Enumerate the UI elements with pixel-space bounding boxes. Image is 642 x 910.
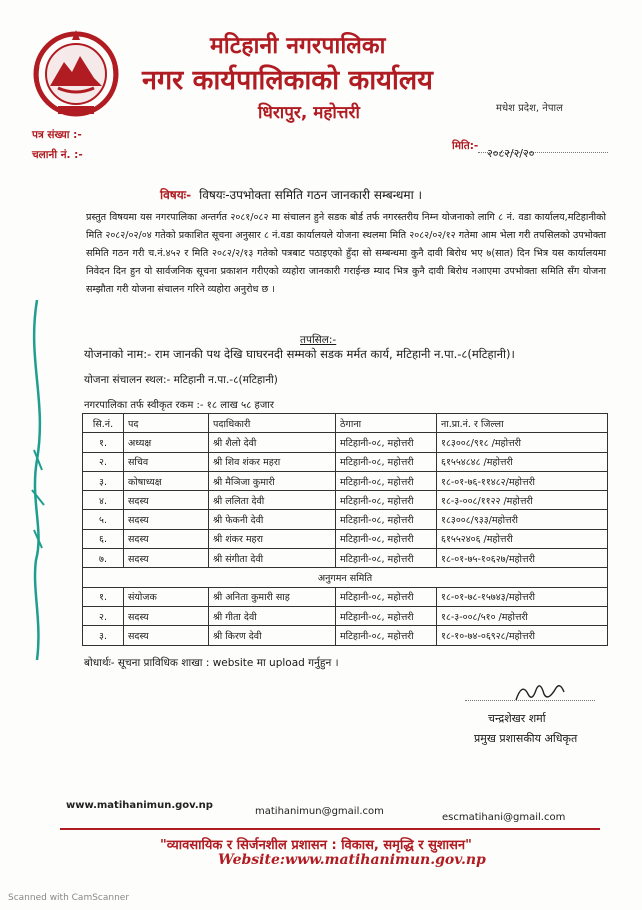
date-value: २०८२/२/२० [487, 147, 535, 160]
table-cell: ६. [83, 529, 124, 548]
table-cell: ७. [83, 549, 124, 568]
table-cell: श्री गीता देवी [209, 606, 336, 625]
footer-email-1[interactable]: matihanimun@gmail.com [255, 806, 384, 817]
footer-website-line[interactable]: Website:www.matihanimun.gov.np [218, 852, 486, 868]
scanner-watermark: Scanned with CamScanner [8, 893, 130, 903]
table-cell: १८३००८/९३३/महोत्तरी [437, 510, 608, 529]
table-cell: अध्यक्ष [124, 433, 209, 452]
table-cell: ५. [83, 510, 124, 529]
table-row [83, 471, 608, 490]
table-cell: श्री शंकर महरा [209, 529, 336, 548]
monitoring-rows [83, 587, 608, 645]
date-label: मिति:- [452, 140, 479, 152]
table-row [83, 549, 608, 568]
table-cell: २. [83, 606, 124, 625]
subject-line [160, 186, 422, 203]
table-cell: ३. [83, 626, 124, 645]
table-cell: सदस्य [124, 549, 209, 568]
table-cell: ६१५५४८४८ /महोत्तरी [437, 452, 608, 471]
notice-line: बोधार्थः- सूचना प्राविधिक शाखा : website मा upload गर्नुहुन । [84, 657, 339, 669]
table-row [83, 606, 608, 625]
table-header: ना.प्रा.नं. र जिल्ला [437, 414, 608, 433]
table-row [83, 626, 608, 645]
org-name: मटिहानी नगरपालिका [210, 33, 386, 59]
table-header: पदाधिकारी [209, 414, 336, 433]
committee-rows [83, 433, 608, 568]
project-name: योजनाको नाम:- राम जानकी पथ देखि घाघरनदी सम्मको सडक मर्मत कार्य, मटिहानी न.पा.-८(मटिहानी)। [84, 347, 515, 361]
table-cell: ४. [83, 491, 124, 510]
table-cell: मटिहानी-०८, महोत्तरी [336, 626, 437, 645]
signer-name: चन्द्रशेखर शर्मा [488, 712, 546, 725]
table-cell: १. [83, 587, 124, 606]
committee-table [82, 413, 608, 646]
table-cell: श्री संगीता देवी [209, 549, 336, 568]
table-cell: १८-०१-७८-१५७४३/महोत्तरी [437, 587, 608, 606]
subject-label: विषयः- [160, 188, 192, 202]
table-row [83, 510, 608, 529]
table-cell: मटिहानी-०८, महोत्तरी [336, 529, 437, 548]
table-row [83, 529, 608, 548]
table-cell: श्री अनिता कुमारी साह [209, 587, 336, 606]
table-row [83, 491, 608, 510]
table-cell: मटिहानी-०८, महोत्तरी [336, 587, 437, 606]
table-cell: १८-०१-७५-१०६२७/महोत्तरी [437, 549, 608, 568]
table-cell: सदस्य [124, 491, 209, 510]
table-cell: संयोजक [124, 587, 209, 606]
office-location: धिरापुर, महोत्तरी [258, 103, 360, 123]
table-row [83, 587, 608, 606]
table-cell: १८-०१-७६-११४८२/महोत्तरी [437, 471, 608, 490]
section-row [83, 568, 608, 587]
subject-text: विषयः-उपभोक्ता समिति गठन जानकारी सम्बन्धमा । [199, 188, 423, 202]
project-site: योजना संचालन स्थल:- मटिहानी न.पा.-८(मटिहानी) [84, 374, 278, 386]
table-cell: श्री ललिता देवी [209, 491, 336, 510]
table-cell: १. [83, 433, 124, 452]
signature-icon [512, 676, 568, 706]
signer-title: प्रमुख प्रशासकीय अधिकृत [474, 732, 578, 745]
section-title: अनुगमन समिति [83, 568, 608, 587]
table-cell: सचिव [124, 452, 209, 471]
table-cell: सदस्य [124, 626, 209, 645]
table-cell: ६१५५२४०६ /महोत्तरी [437, 529, 608, 548]
table-cell: मटिहानी-०८, महोत्तरी [336, 471, 437, 490]
tapsil-heading: तपसिल:- [300, 334, 337, 346]
table-cell: श्री शिव शंकर महरा [209, 452, 336, 471]
table-header: सि.नं. [83, 414, 124, 433]
letter-no-label: पत्र संख्या :- [32, 129, 82, 141]
table-cell: १८३००८/९१८ /महोत्तरी [437, 433, 608, 452]
office-name: नगर कार्यपालिकाको कार्यालय [142, 65, 433, 96]
signature-dotted-line [465, 700, 595, 701]
body-paragraph: प्रस्तुत विषयमा यस नगरपालिका अन्तर्गत २०८१/०८२ मा संचालन हुने सडक बोर्ड तर्फ नगरस्तरीय निम्न योजनाको लागि ८ नं. वडा कार्यालय,मटिहानीको मिति २०८२/०२/०४ गतेको प्रकाशित सूचना अनुसार ८ नं.वडा कार्यालयले योजना स्थलमा मिति २०८२/०२/१२ गतेमा आम भेला गरी तपसिलको उपभोक्ता समिति गठन गरी च.नं.४५२ र मिति २०८२/२/१३ गतेको पत्रबाट पठाइएको हुँदा सो सम्बन्धमा कुनै दावी बिरोध भए ७(सात) दिन भित्र यस कार्यालयमा निवेदन दिन हुन यो सार्वजनिक सूचना प्रकाशन गरीएको व्यहोरा जानकारी गराईन्छ म्याद भित्र कुनै दावी बिरोध नआएमा उपभोक्ता समिति सँग योजना सम्झौता गरी योजना संचालन गरिने व्यहोरा अनुरोध छ । [86, 212, 606, 295]
province-label: मधेश प्रदेश, नेपाल [496, 103, 563, 114]
table-cell: ३. [83, 471, 124, 490]
footer-website[interactable]: www.matihanimun.gov.np [66, 800, 213, 811]
table-cell: १८-३-००८/५१० /महोत्तरी [437, 606, 608, 625]
footer-slogan: "व्यावसायिक र सिर्जनशील प्रशासन : विकास, समृद्धि र सुशासन" [160, 838, 472, 853]
dispatch-no-label: चलानी नं. :- [32, 149, 83, 161]
table-cell: मटिहानी-०८, महोत्तरी [336, 510, 437, 529]
approved-amount: नगरपालिका तर्फ स्वीकृत रकम :- १८ लाख ५८ हजार [84, 400, 274, 411]
table-cell: मटिहानी-०८, महोत्तरी [336, 452, 437, 471]
table-cell: मटिहानी-०८, महोत्तरी [336, 606, 437, 625]
table-row [83, 433, 608, 452]
table-cell: १८-१०-७४-०६९२८/महोत्तरी [437, 626, 608, 645]
table-cell: सदस्य [124, 606, 209, 625]
footer-email-2[interactable]: escmatihani@gmail.com [442, 812, 566, 823]
binding-thread-icon [22, 300, 52, 660]
table-cell: श्री किरण देवी [209, 626, 336, 645]
table-cell: मटिहानी-०८, महोत्तरी [336, 491, 437, 510]
footer-divider [60, 828, 600, 830]
table-header-row [83, 414, 608, 433]
nepal-emblem-icon [28, 26, 124, 118]
table-cell: सदस्य [124, 510, 209, 529]
table-header: ठेगाना [336, 414, 437, 433]
table-cell: कोषाध्यक्ष [124, 471, 209, 490]
table-cell: १८-३-००८/११२२ /महोत्तरी [437, 491, 608, 510]
table-cell: २. [83, 452, 124, 471]
table-cell: मटिहानी-०८, महोत्तरी [336, 549, 437, 568]
table-cell: श्री फेकनी देवी [209, 510, 336, 529]
table-cell: श्री मैञिजा कुमारी [209, 471, 336, 490]
table-cell: सदस्य [124, 529, 209, 548]
table-row [83, 452, 608, 471]
table-cell: श्री शैलो देवी [209, 433, 336, 452]
table-header: पद [124, 414, 209, 433]
table-cell: मटिहानी-०८, महोत्तरी [336, 433, 437, 452]
